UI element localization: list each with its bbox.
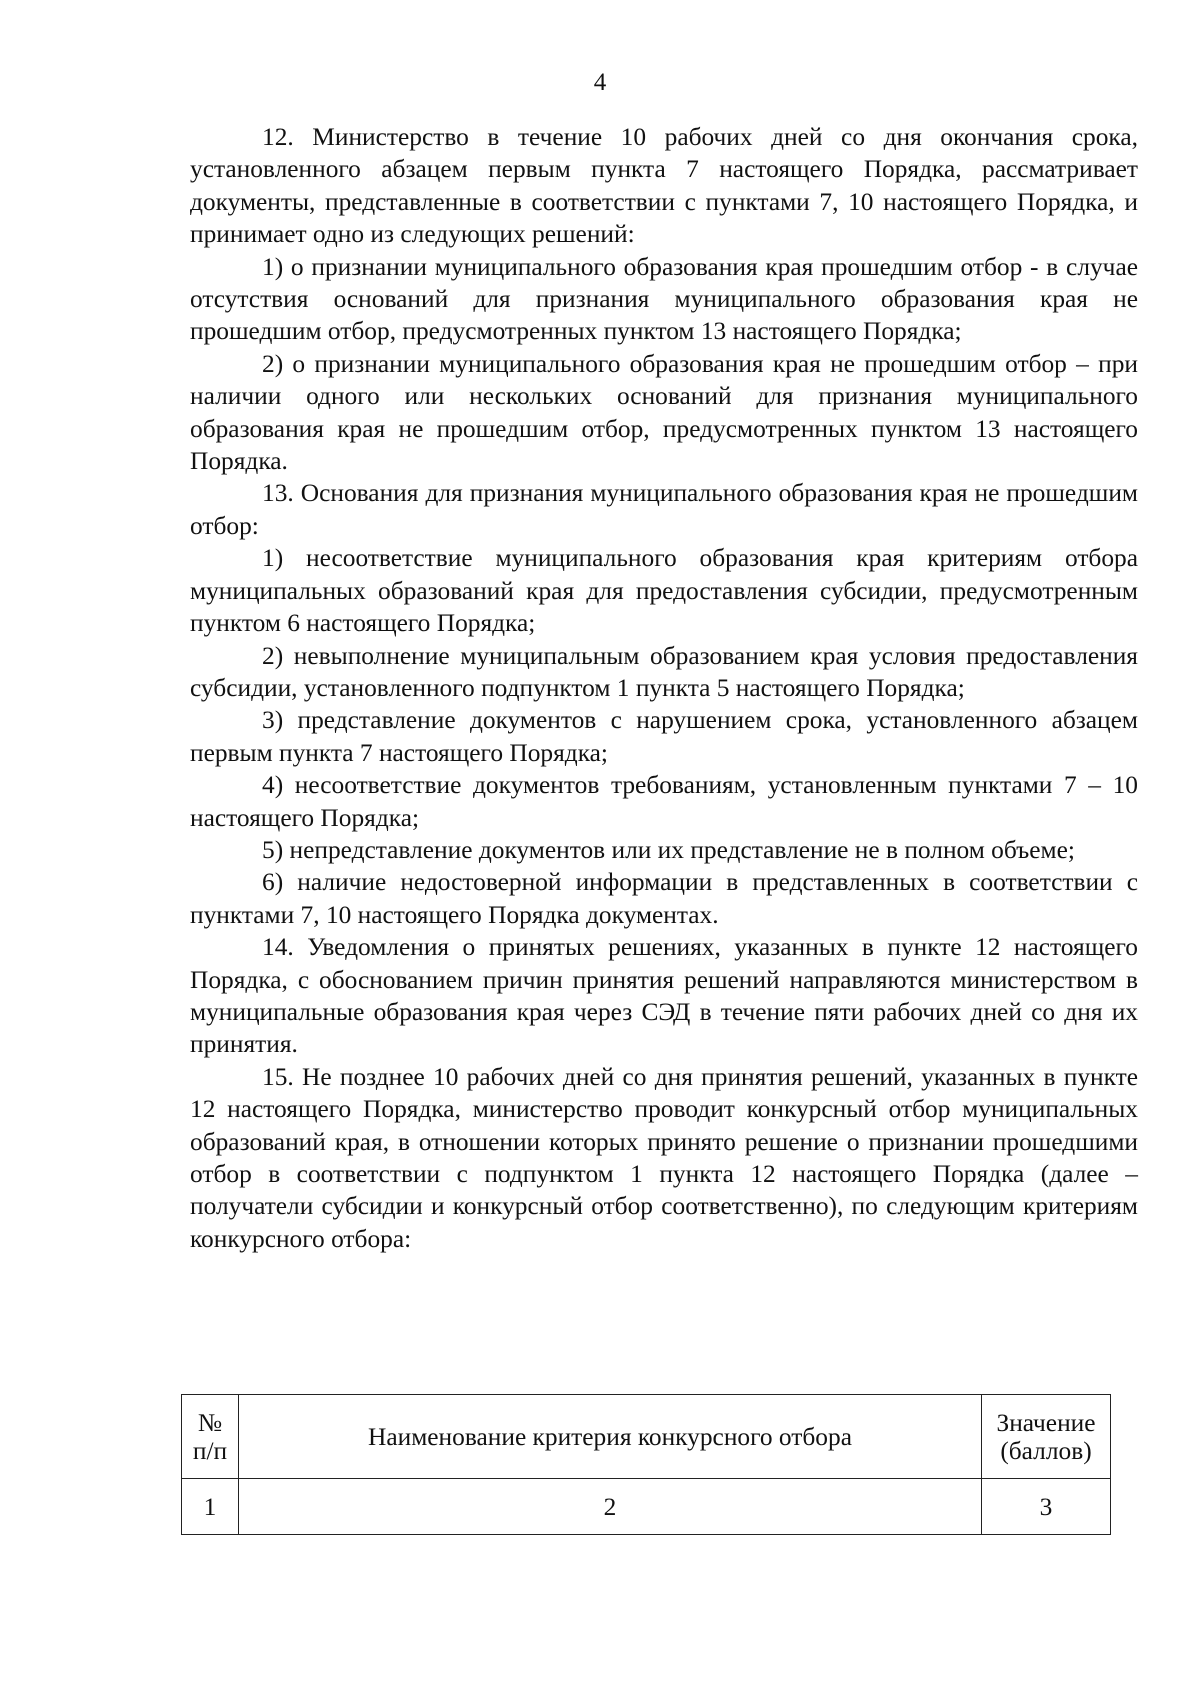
paragraph-13-item-3: 3) представление документов с нарушением срока, установленного абзацем первым пункта 7 настоящего Порядка; <box>190 706 1138 767</box>
table-cell-column-2: 2 <box>239 1479 982 1535</box>
document-body <box>190 121 1138 1255</box>
paragraph-12-item-2: 2) о признании муниципального образования края не прошедшим отбор – при наличии одного или нескольких оснований для признания муниципального образования края не прошедшим отбор, предусмотренных пунктом 13 настоящего Порядка. <box>190 349 1138 476</box>
header-value-line2: (баллов) <box>1000 1436 1092 1465</box>
paragraph-13: 13. Основания для признания муниципального образования края не прошедшим отбор: <box>190 479 1138 540</box>
header-number-line1: № <box>197 1408 223 1437</box>
paragraph-13-item-6: 6) наличие недостоверной информации в представленных в соответствии с пунктами 7, 10 настоящего Порядка документах. <box>190 868 1138 929</box>
paragraph-12: 12. Министерство в течение 10 рабочих дней со дня окончания срока, установленного абзацем первым пункта 7 настоящего Порядка, рассматривает документы, представленные в соответствии с пунктами 7, 10 настоящего Порядка, и принимает одно из следующих решений: <box>190 123 1138 249</box>
table-cell-column-1: 1 <box>182 1479 239 1535</box>
criteria-table-header-row <box>182 1395 1111 1479</box>
paragraph-13-item-2: 2) невыполнение муниципальным образованием края условия предоставления субсидии, установленного подпунктом 1 пункта 5 настоящего Порядка; <box>190 641 1138 702</box>
header-value-cell <box>982 1395 1111 1479</box>
table-row <box>182 1479 1111 1535</box>
paragraph-12-item-1: 1) о признании муниципального образования края прошедшим отбор - в случае отсутствия оснований для признания муниципального образования края не прошедшим отбор, предусмотренных пунктом 13 настоящего Порядка; <box>190 252 1138 346</box>
paragraph-14: 14. Уведомления о принятых решениях, указанных в пункте 12 настоящего Порядка, с обоснованием причин принятия решений направляются министерством в муниципальные образования края через СЭД в течение пяти рабочих дней со дня их принятия. <box>190 933 1138 1059</box>
page-number: 4 <box>593 69 607 96</box>
header-number-cell <box>182 1395 239 1479</box>
header-criterion-cell: Наименование критерия конкурсного отбора <box>239 1395 982 1479</box>
paragraph-15: 15. Не позднее 10 рабочих дней со дня принятия решений, указанных в пункте 12 настоящего Порядка, министерство проводит конкурсный отбор муниципальных образований края, в отношении которых принято решение о признании прошедшими отбор в соответствии с подпунктом 1 пункта 12 настоящего Порядка (далее – получатели субсидии и конкурсный отбор соответственно), по следующим критериям конкурсного отбора: <box>190 1062 1138 1253</box>
criteria-table <box>181 1394 1111 1535</box>
table-cell-column-3: 3 <box>982 1479 1111 1535</box>
paragraph-13-item-1: 1) несоответствие муниципального образования края критериям отбора муниципальных образований края для предоставления субсидии, предусмотренным пунктом 6 настоящего Порядка; <box>190 544 1138 638</box>
paragraph-13-item-5: 5) непредставление документов или их представление не в полном объеме; <box>262 835 1075 864</box>
paragraph-13-item-4: 4) несоответствие документов требованиям, установленным пунктами 7 – 10 настоящего Порядка; <box>190 771 1138 832</box>
header-number-line2: п/п <box>192 1436 228 1465</box>
header-value-line1: Значение <box>996 1408 1096 1437</box>
